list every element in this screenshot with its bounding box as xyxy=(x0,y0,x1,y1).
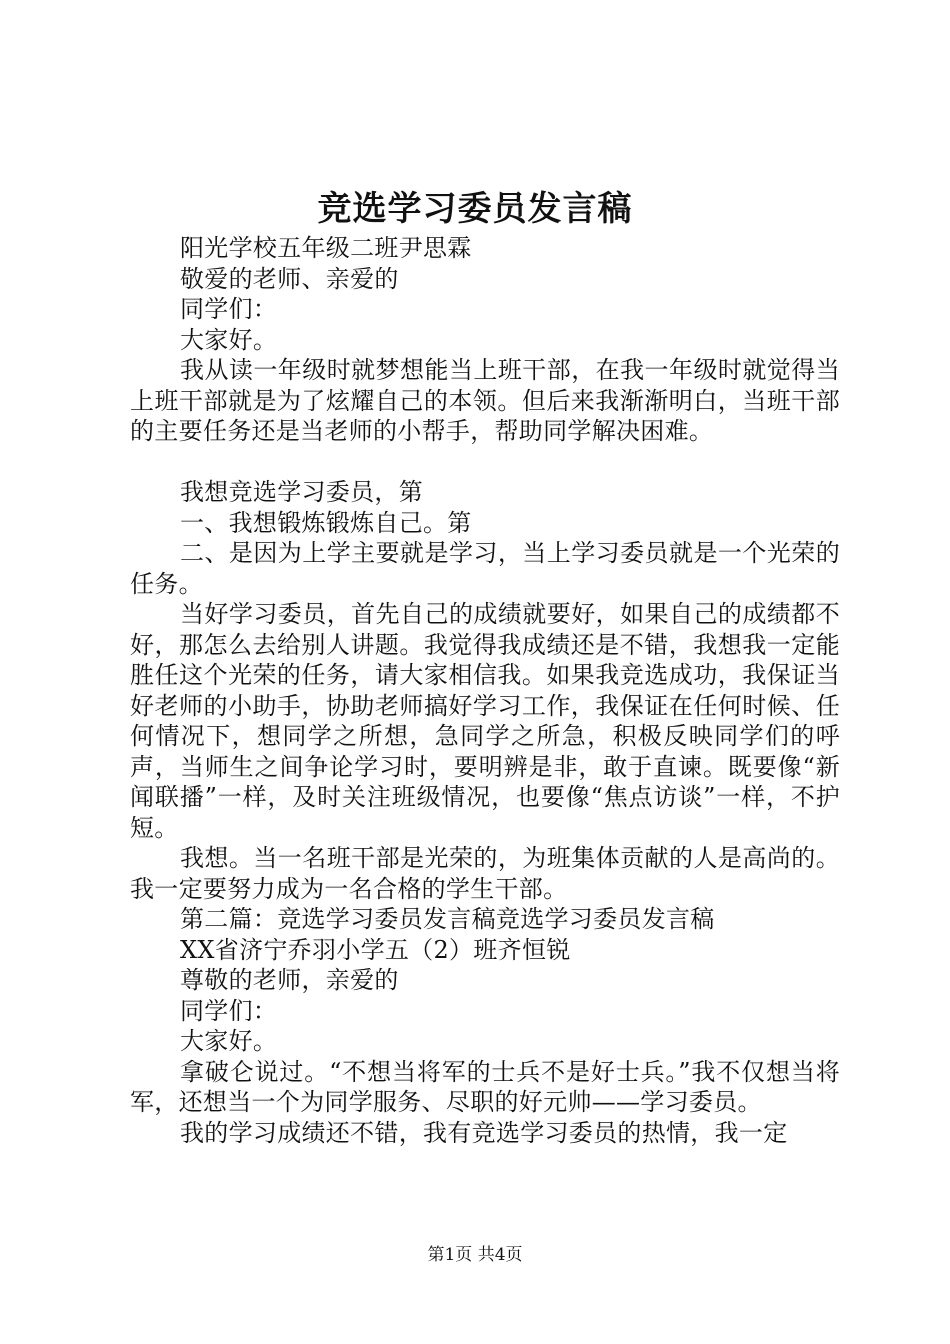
paragraph-body: 拿破仑说过。“不想当将军的士兵不是好士兵。”我不仅想当将军，还想当一个为同学服务、尽职的好元帅——学习委员。 xyxy=(130,1057,840,1116)
paragraph-author: XX省济宁乔羽小学五（2）班齐恒锐 xyxy=(180,935,571,964)
paragraph-section-heading: 第二篇：竞选学习委员发言稿竞选学习委员发言稿 xyxy=(180,905,715,933)
document-title: 竞选学习委员发言稿 xyxy=(317,189,633,229)
paragraph-greeting: 大家好。 xyxy=(180,1027,278,1055)
paragraph-body: 我想竞选学习委员，第 xyxy=(180,478,423,506)
document-body xyxy=(130,233,840,1148)
page-number: 第1页 共4页 xyxy=(427,1245,523,1265)
paragraph-body: 一、我想锻炼锻炼自己。第 xyxy=(180,508,472,537)
paragraph-salutation-cont: 同学们： xyxy=(180,996,278,1025)
paragraph-body: 我想。当一名班干部是光荣的，为班集体贡献的人是高尚的。我一定要努力成为一名合格的学生干部。 xyxy=(130,844,840,903)
paragraph-salutation: 尊敬的老师，亲爱的 xyxy=(180,966,399,994)
paragraph-author: 阳光学校五年级二班尹思霖 xyxy=(180,234,472,262)
paragraph-salutation: 敬爱的老师、亲爱的 xyxy=(180,264,399,293)
paragraph-salutation-cont: 同学们： xyxy=(180,295,278,323)
paragraph-body: 我的学习成绩还不错，我有竞选学习委员的热情，我一定 xyxy=(180,1118,788,1147)
paragraph-body: 二、是因为上学主要就是学习，当上学习委员就是一个光荣的任务。 xyxy=(130,539,840,598)
paragraph-body: 我从读一年级时就梦想能当上班干部，在我一年级时就觉得当上班干部就是为了炫耀自己的本领。但后来我渐渐明白，当班干部的主要任务还是当老师的小帮手，帮助同学解决困难。 xyxy=(130,356,840,445)
paragraph-greeting: 大家好。 xyxy=(180,325,278,354)
paragraph-body: 当好学习委员，首先自己的成绩就要好，如果自己的成绩都不好，那怎么去给别人讲题。我觉得我成绩还是不错，我想我一定能胜任这个光荣的任务，请大家相信我。如果我竞选成功，我保证当好老师的小助手，协助老师搞好学习工作，我保证在任何时候、任何情况下，想同学之所想，急同学之所急，积极反映同学们的呼声，当师生之间争论学习时，要明辨是非，敢于直谏。既要像“新闻联播”一样，及时关注班级情况，也要像“焦点访谈”一样，不护短。 xyxy=(130,600,840,842)
